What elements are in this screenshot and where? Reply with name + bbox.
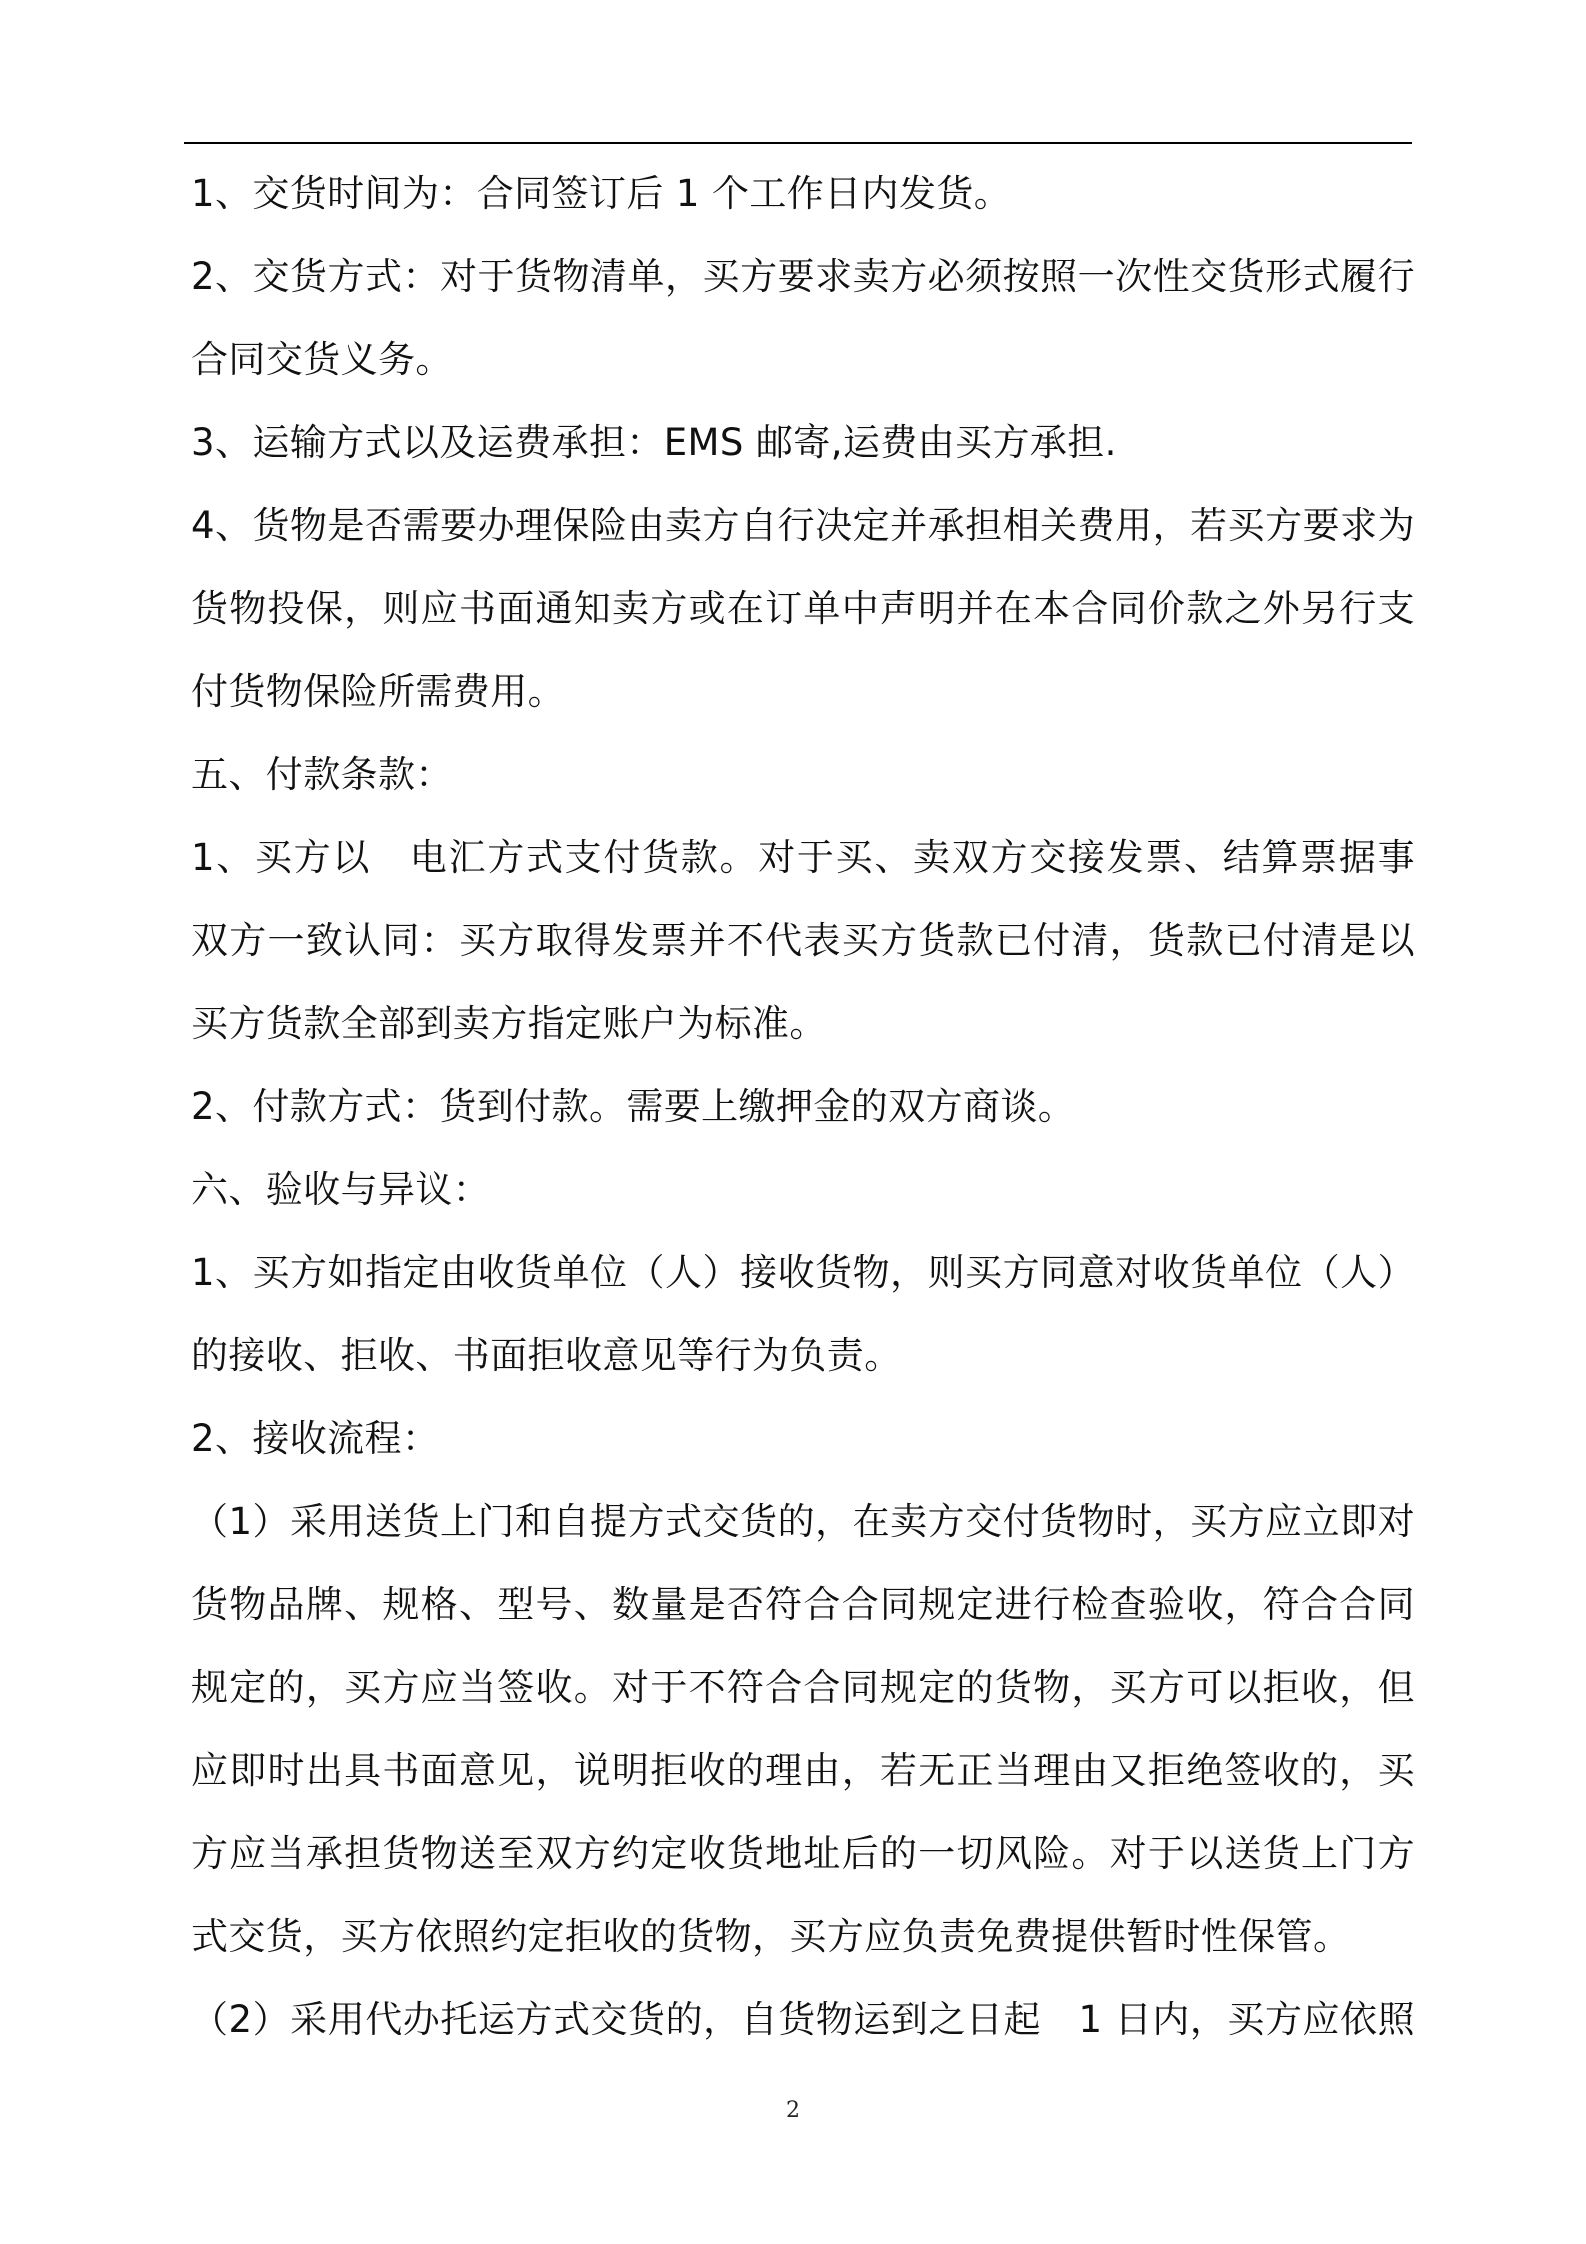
text-line: 合同交货义务。 bbox=[191, 338, 453, 381]
text-line: （1）采用送货上门和自提方式交货的，在卖方交付货物时，买方应立即对 bbox=[191, 1500, 1415, 1543]
page-number: 2 bbox=[786, 2098, 800, 2123]
text-line: 买方货款全部到卖方指定账户为标准。 bbox=[191, 1002, 827, 1045]
text-line: 4、货物是否需要办理保险由卖方自行决定并承担相关费用，若买方要求为 bbox=[191, 504, 1415, 547]
text-line: 付货物保险所需费用。 bbox=[191, 670, 565, 713]
text-line: 1、交货时间为：合同签订后 1 个工作日内发货。 bbox=[191, 172, 1012, 215]
section-heading: 六、验收与异议： bbox=[191, 1168, 491, 1211]
text-line: （2）采用代办托运方式交货的，自货物运到之日起 1 日内，买方应依照 bbox=[191, 1998, 1415, 2041]
document-body bbox=[191, 152, 1415, 2061]
text-line: 3、运输方式以及运费承担：EMS 邮寄,运费由买方承担. bbox=[191, 421, 1117, 464]
header-rule bbox=[184, 142, 1412, 144]
text-line: 2、接收流程： bbox=[191, 1417, 440, 1460]
text-line: 货物投保，则应书面通知卖方或在订单中声明并在本合同价款之外另行支 bbox=[191, 587, 1415, 630]
text-line: 1、买方如指定由收货单位（人）接收货物，则买方同意对收货单位（人） bbox=[191, 1251, 1415, 1294]
text-line: 货物品牌、规格、型号、数量是否符合合同规定进行检查验收，符合合同 bbox=[191, 1583, 1415, 1626]
text-line: 的接收、拒收、书面拒收意见等行为负责。 bbox=[191, 1334, 902, 1377]
text-line: 应即时出具书面意见，说明拒收的理由，若无正当理由又拒绝签收的，买 bbox=[191, 1749, 1415, 1792]
text-line: 方应当承担货物送至双方约定收货地址后的一切风险。对于以送货上门方 bbox=[191, 1832, 1415, 1875]
text-line: 双方一致认同：买方取得发票并不代表买方货款已付清，货款已付清是以 bbox=[191, 919, 1415, 962]
text-line: 2、付款方式：货到付款。需要上缴押金的双方商谈。 bbox=[191, 1085, 1076, 1128]
text-line: 1、买方以 电汇方式支付货款。对于买、卖双方交接发票、结算票据事 bbox=[191, 836, 1415, 879]
section-heading: 五、付款条款： bbox=[191, 753, 453, 796]
text-line: 式交货，买方依照约定拒收的货物，买方应负责免费提供暂时性保管。 bbox=[191, 1915, 1351, 1958]
text-line: 2、交货方式：对于货物清单，买方要求卖方必须按照一次性交货形式履行 bbox=[191, 255, 1415, 298]
text-line: 规定的，买方应当签收。对于不符合合同规定的货物，买方可以拒收，但 bbox=[191, 1666, 1415, 1709]
